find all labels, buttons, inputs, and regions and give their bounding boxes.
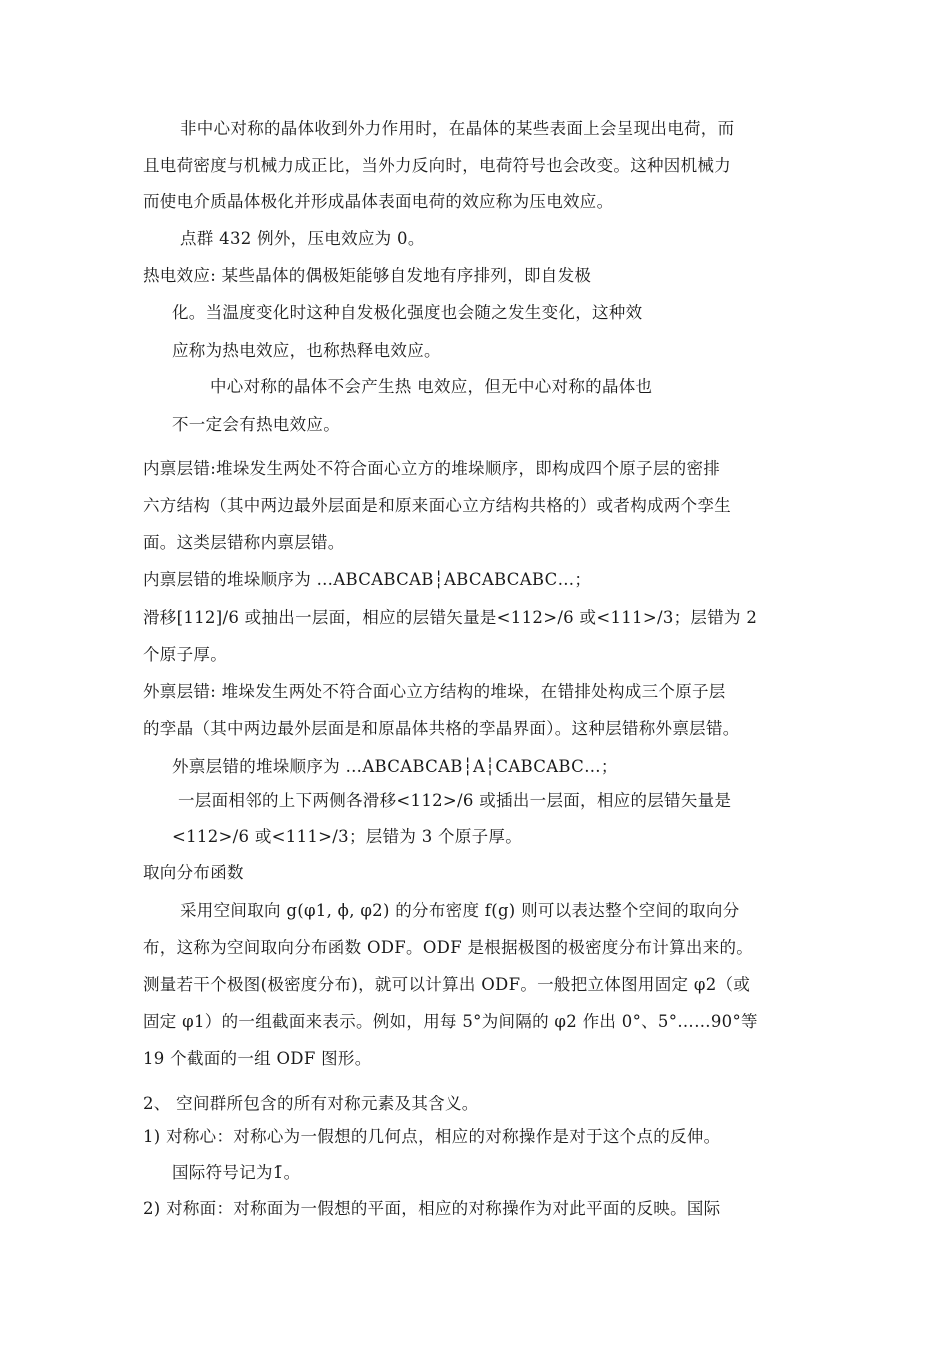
para-odf-line-4: 固定 φ1）的一组截面来表示。例如，用每 5°为间隔的 φ2 作出 0°、5°……90°等 <box>143 1012 758 1031</box>
para-slip-line-1: 滑移[112]/6 或抽出一层面，相应的层错矢量是<112>/6 或<111>/3；层错为 2 <box>143 608 758 627</box>
para-intrinsic-line-3: 面。这类层错称内禀层错。 <box>143 533 345 552</box>
para-piezo-line-2: 且电荷密度与机械力成正比，当外力反向时，电荷符号也会改变。这种因机械力 <box>143 156 731 175</box>
para-centro-line-2: 不一定会有热电效应。 <box>172 415 340 434</box>
para-pyro-line-1: 热电效应: 某些晶体的偶极矩能够自发地有序排列，即自发极 <box>143 266 592 285</box>
intrinsic-stacking-sequence: 内禀层错的堆垛顺序为 …ABCABCAB┆ABCABCABC…； <box>143 570 592 589</box>
odf-heading: 取向分布函数 <box>143 863 244 882</box>
para-extrinsic-line-2: 的孪晶（其中两边最外层面是和原晶体共格的孪晶界面）。这种层错称外禀层错。 <box>143 719 740 738</box>
para-insert-line-2: <112>/6 或<111>/3；层错为 3 个原子厚。 <box>172 827 523 846</box>
extrinsic-stacking-sequence: 外禀层错的堆垛顺序为 …ABCABCAB┆A┆CABCABC…； <box>172 757 618 776</box>
para-intrinsic-line-2: 六方结构（其中两边最外层面是和原来面心立方结构共格的）或者构成两个孪生 <box>143 496 731 515</box>
para-odf-line-2: 布，这称为空间取向分布函数 ODF。ODF 是根据极图的极密度分布计算出来的。 <box>143 938 754 957</box>
para-slip-line-2: 个原子厚。 <box>143 645 227 664</box>
question-2-heading: 2、 空间群所包含的所有对称元素及其含义。 <box>143 1094 479 1113</box>
para-odf-line-3: 测量若干个极图(极密度分布)，就可以计算出 ODF。一般把立体图用固定 φ2（或 <box>143 975 751 994</box>
point-group-note: 点群 432 例外，压电效应为 0。 <box>180 229 425 248</box>
para-centro-line-1: 中心对称的晶体不会产生热 电效应，但无中心对称的晶体也 <box>210 377 653 396</box>
para-extrinsic-line-1: 外禀层错: 堆垛发生两处不符合面心立方结构的堆垛，在错排处构成三个原子层 <box>143 682 726 701</box>
para-odf-line-1: 采用空间取向 g(φ1, ϕ, φ2) 的分布密度 f(g) 则可以表达整个空间的取向分 <box>180 901 740 920</box>
para-odf-line-5: 19 个截面的一组 ODF 图形。 <box>143 1049 372 1068</box>
para-piezo-line-3: 而使电介质晶体极化并形成晶体表面电荷的效应称为压电效应。 <box>143 192 614 211</box>
para-piezo-line-1: 非中心对称的晶体收到外力作用时，在晶体的某些表面上会呈现出电荷，而 <box>180 119 735 138</box>
item-1-line-2: 国际符号记为1̄。 <box>172 1163 301 1182</box>
para-intrinsic-line-1: 内禀层错:堆垛发生两处不符合面心立方的堆垛顺序，即构成四个原子层的密排 <box>143 459 721 478</box>
item-2-line-1: 2) 对称面：对称面为一假想的平面，相应的对称操作为对此平面的反映。国际 <box>143 1199 721 1218</box>
para-insert-line-1: 一层面相邻的上下两侧各滑移<112>/6 或插出一层面，相应的层错矢量是 <box>178 791 732 810</box>
para-pyro-line-3: 应称为热电效应，也称热释电效应。 <box>172 341 441 360</box>
item-1-line-1: 1) 对称心：对称心为一假想的几何点，相应的对称操作是对于这个点的反伸。 <box>143 1127 721 1146</box>
para-pyro-line-2: 化。当温度变化时这种自发极化强度也会随之发生变化，这种效 <box>172 303 643 322</box>
